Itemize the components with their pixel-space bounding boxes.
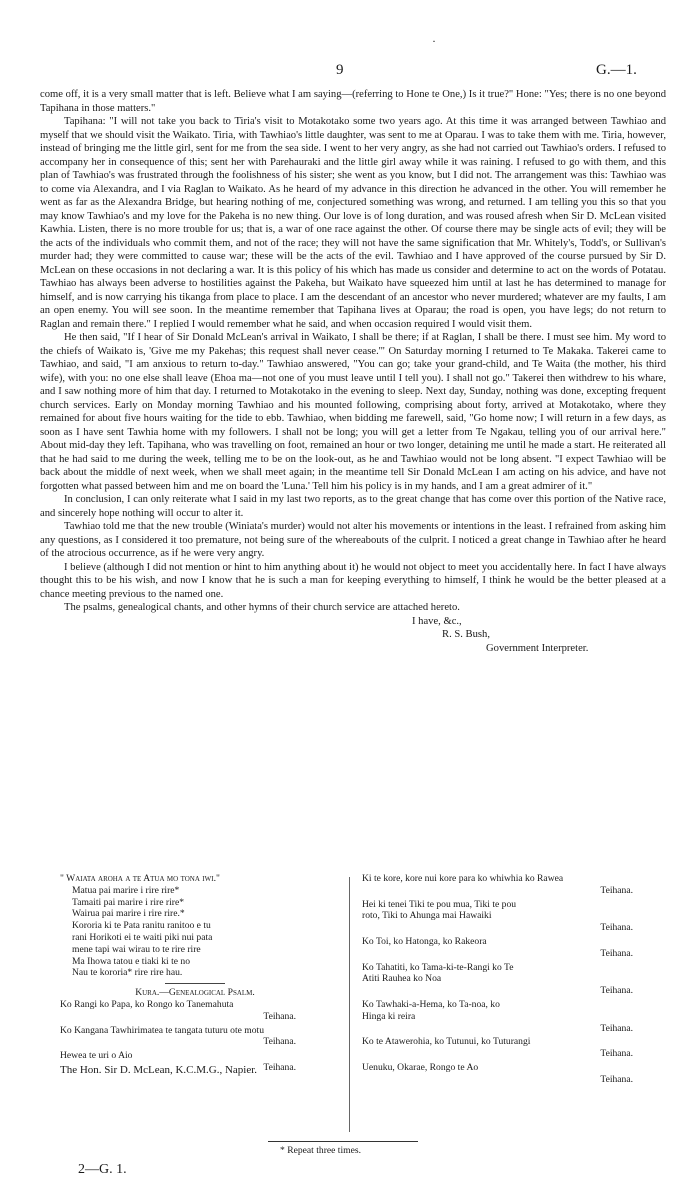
- verse-line: Ko Tahatiti, ko Tama-ki-te-Rangi ko Te: [362, 961, 514, 973]
- closing-signer: R. S. Bush,: [442, 628, 490, 640]
- page-number: 9: [336, 62, 344, 78]
- verses-right-column: [362, 873, 667, 1086]
- verse-line: mene tapi wai wirau to te rire rire: [72, 943, 201, 955]
- verse-line: roto, Tiki to Ahunga mai Hawaiki: [362, 910, 492, 922]
- verse-heading: " Waiata aroha a te Atua mo tona iwi.": [60, 873, 220, 884]
- addressee: The Hon. Sir D. McLean, K.C.M.G., Napier.: [60, 1064, 258, 1076]
- verses-section: [60, 873, 670, 1143]
- verse-line: Hinga ki reira: [362, 1010, 416, 1022]
- closing-title: Government Interpreter.: [486, 642, 589, 654]
- paragraph: The psalms, genealogical chants, and other hymns of their church service are attached hereto.: [64, 602, 460, 613]
- verse-refrain: Teihana.: [600, 1073, 633, 1085]
- verse-line: Ko Toi, ko Hatonga, ko Rakeora: [362, 935, 487, 947]
- verse-line: Tamaiti pai marire i rire rire*: [72, 896, 185, 908]
- verse-refrain: Teihana.: [263, 1036, 296, 1048]
- verse-refrain: Teihana.: [600, 922, 633, 934]
- paragraph: Tawhiao told me that the new trouble (Winiata's murder) would not alter his movements or intentions in the least. I refrained from asking him any questions, as I considered it too premature, not being sure of the whereabouts of the culprit. I noticed a great change in Tawhiao after he heard of the atrocious occurrence, as if he were very angry.: [40, 521, 666, 559]
- paragraph: In conclusion, I can only reiterate what I said in my last two reports, as to the great change that has come over this portion of the Native race, and sincerely hope nothing will occur to alter it.: [40, 494, 666, 519]
- verses-left-column: [60, 873, 330, 1074]
- verse-line: Nau te kororia* rire rire hau.: [72, 967, 183, 979]
- section-rule: [165, 983, 225, 984]
- verse-refrain: Teihana.: [600, 1048, 633, 1060]
- paragraph: He then said, "If I hear of Sir Donald McLean's arrival in Waikato, I shall be there; if at Raglan, I shall be there. I must see him. My word to the chiefs of Waikato is, 'Give me my Pakehas; this request shall never cease.'" On Saturday morning I returned to Te Makaka. Takerei came to Tawhiao, and said, "I am anxious to return to-day." Tawhiao answered, "You can go; take your grand-child, and Te Waita (the mother, his third wife), with you: no one else shall leave (Ehoa ma—not one of you must leave until I tell you). I shall not go." Takerei then withdrew to his whare, and I saw nothing more of him that day. I returned to Motakotako in the evening to sleep. Next day, Sunday, nothing was done, excepting frequent church services. Early on Monday morning Tawhiao and his mounted following, comprising about forty, arrived at Motakotako, where they remained for about five hours waiting for the tide to ebb. Tawhiao, when bidding me farewell, said, "Go home now; I will return in a few days, as soon as I have sent Tawhia home with my followers. I shall not be long; you will get a letter from Te Ngakau, telling you of our arrival here." About mid-day they left. Tapihana, who was travelling on foot, remained an hour or two longer, detaining me until he made a start. He reiterated all that he had said to me during the week, telling me to be on the look-out, as he and Tawhiao would not be long absent. "I expect Tawhiao will be back about the middle of next week, when we shall meet again; in the meantime tell Sir Donald McLean I am acting on his advice, and have not forgotten what passed between him and me on board the 'Luna.' Tell him his policy is in my hands, and I am a great admirer of it.": [40, 332, 666, 492]
- page-reference: G.—1.: [596, 62, 637, 78]
- verse-line: Hei ki tenei Tiki te pou mua, Tiki te pou: [362, 898, 517, 910]
- verse-refrain: Teihana.: [600, 947, 633, 959]
- header-dot: ·: [432, 34, 436, 48]
- verse-line: Ko Tawhaki-a-Hema, ko Ta-noa, ko: [362, 998, 500, 1010]
- closing-block: [40, 615, 666, 657]
- verse-line: Ma Ihowa tatou e tiaki ki te no: [72, 955, 191, 967]
- verse-refrain: Teihana.: [263, 1010, 296, 1022]
- signature-mark: 2—G. 1.: [78, 1162, 127, 1177]
- paragraph: I believe (although I did not mention or hint to him anything about it) he would not object to meet you accidentally here. In fact I have always thought this to be his wish, and now I know that he is such a man for keeping everything to himself, I think he would be the better pleased at a chance meeting previous to the named one.: [40, 561, 666, 600]
- verse-refrain: Teihana.: [263, 1061, 296, 1073]
- verse-line: Matua pai marire i rire rire*: [72, 884, 180, 896]
- verse-line: Uenuku, Okarae, Rongo te Ao: [362, 1061, 479, 1073]
- letter-body: [40, 88, 666, 657]
- footnote: * Repeat three times.: [280, 1145, 361, 1156]
- footnote-rule: [268, 1141, 418, 1142]
- verse-refrain: Teihana.: [600, 884, 633, 896]
- closing-salutation: I have, &c.,: [412, 615, 462, 627]
- paragraph: Tapihana: "I will not take you back to Tiria's visit to Motakotako some two years ago. At this time it was arranged between Tawhiao and myself that we should visit the Waikato. Tiria, with Tawhiao's little daughter, was sent to me at Oparau. I was to take them with me. Tiria, however, instead of bringing me the little girl, sent for me from the sea side. I went to her very angry, as she had not carried out Tawhiao's orders. I refused to accompany her in consequence of this; sent her with Parehauraki and the little girl away while it was raining. I refused to go with them, and this plan of Tawhiao's was frustrated through the foolishness of his sister; she went as you know, but I did not. The arrangement was this: Tawhiao was to come via Alexandra, and I via Raglan to Waikato. As he heard of my advance in this direction he advanced in the other. You will remember he went as far as the Alexandra Bridge, but hearing nothing of me, conjectured something was wrong, and returned. I am telling you this so that you may know Tawhiao's and my love for the Pakeha is no new thing. Our love is of long duration, and was roused afresh when Sir D. McLean visited Kawhia. Listen, there is no more trouble for us; that is, a war of one race against the other. Of course there may be single acts of evil; they will be the acts of the individuals who commit them, and not of the race; they will not have the same signification that Mr. Whitely's, Todd's, or Sullivan's murder had; they were committed to cause war; these will be the acts of the evil. Tawhiao and I have approved of the course pursued by Sir D. McLean on these occasions in not declaring a war. It is this policy of his which has made us consider and determine to act on the words of Potatau. Tawhiao has always been adverse to hostilities against the Pakeha, but Waikato have squeezed him until at last he has determined to manage for himself, and is now carrying his tikanga from place to place. I am the descendant of an ancestor who never murdered; whatever are my faults, I am an open enemy. You will see soon. In the meantime remember that Tapihana lives at Oparau; the road is open, you have legs; do not return to Raglan and remain there." I replied I would remember what he said, and when occasion required I would visit them.: [40, 116, 666, 330]
- verse-line: Ki te kore, kore nui kore para ko whiwhia ko Rawea: [362, 873, 564, 884]
- verse-line: Kororia ki te Pata ranitu ranitoo e tu: [72, 920, 211, 932]
- verse-line: rani Horikoti ei te waiti piki nui pata: [72, 931, 213, 943]
- column-divider: [349, 877, 350, 1132]
- verse-line: Hewea te uri o Aio: [60, 1050, 133, 1062]
- verse-line: Ko Kangana Tawhirimatea te tangata tuturu ote motu: [60, 1024, 265, 1036]
- verse-refrain: Teihana.: [600, 1022, 633, 1034]
- verse-line: Ko Rangi ko Papa, ko Rongo ko Tanemahuta: [60, 998, 234, 1010]
- verse-line: Atiti Rauhea ko Noa: [362, 973, 442, 985]
- verse-line: Kura.—Genealogical Psalm.: [135, 987, 255, 999]
- verse-line: Ko te Atawerohia, ko Tutunui, ko Tuturangi: [362, 1036, 531, 1048]
- verse-line: Wairua pai marire i rire rire.*: [72, 908, 185, 920]
- verse-refrain: Teihana.: [600, 985, 633, 997]
- paragraph: come off, it is a very small matter that is left. Believe what I am saying—(referring to Hone te One,) Is it true?" Hone: "Yes; there is no one beyond Tapihana in those matters.": [40, 89, 666, 114]
